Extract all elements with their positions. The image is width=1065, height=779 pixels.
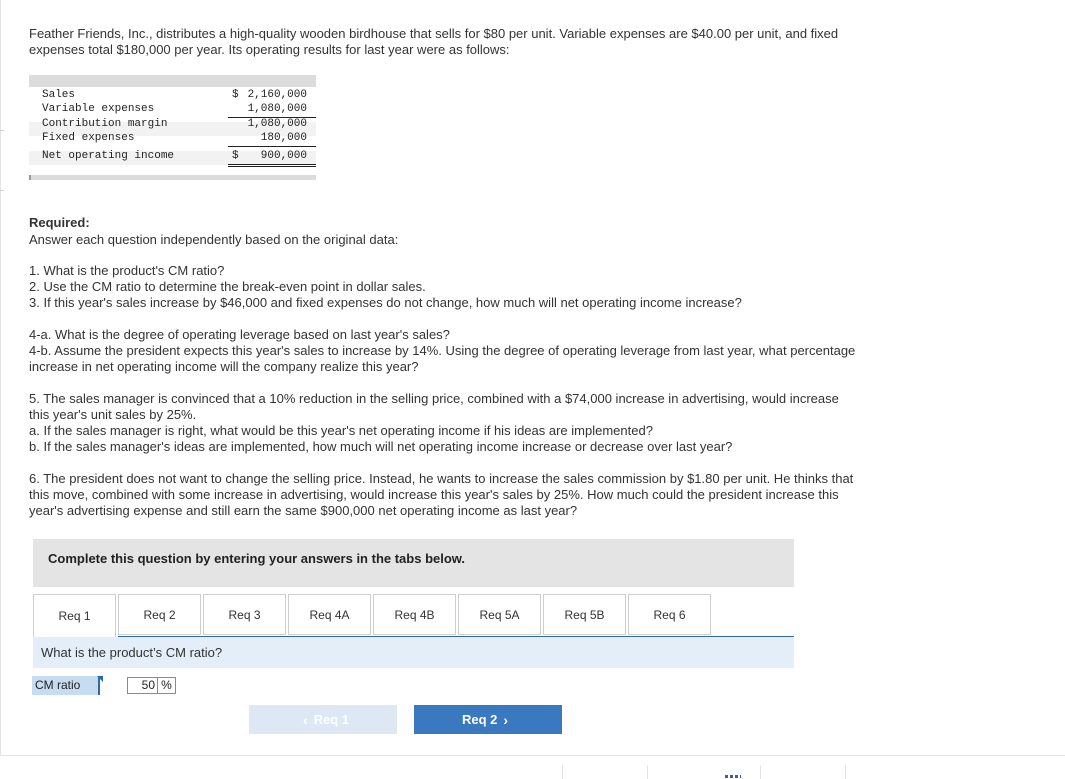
footer-separator (760, 765, 761, 779)
statement-footer-bar (29, 175, 316, 180)
next-req-label: Req 2 (461, 712, 498, 727)
statement-label-fixed: Fixed expenses (42, 132, 135, 144)
question-2: 2. Use the CM ratio to determine the break-even point in dollar sales. (29, 279, 426, 294)
instructions-text: Complete this question by entering your answers in the tabs below. (48, 551, 466, 566)
required-heading: Required: (29, 215, 90, 230)
cm-ratio-input[interactable]: 50 (127, 677, 158, 694)
footer-separator (845, 765, 846, 779)
answered-flag-icon (97, 676, 103, 682)
statement-value-fixed: 180,000 (260, 132, 307, 144)
statement-double-underline (228, 166, 316, 167)
next-req-button[interactable] (414, 705, 562, 734)
question-5: 5. The sales manager is convinced that a 10% reduction in the selling price, combined with a $74,000 increase in advertising, would increase this year's unit sales by 25%. (29, 391, 839, 422)
statement-header-bar (29, 75, 316, 87)
page-left-border (0, 0, 1, 755)
statement-dollar-sign: $ (232, 89, 239, 101)
statement-value-variable: 1,080,000 (247, 103, 307, 115)
instructions-panel (33, 539, 794, 587)
percent-unit: % (158, 677, 176, 694)
question-5b: b. If the sales manager's ideas are implemented, how much will net operating income increase or decrease over last year? (29, 439, 733, 454)
question-3: 3. If this year's sales increase by $46,000 and fixed expenses do not change, how much will net operating income increase? (29, 295, 742, 310)
prev-req-label: Req 1 (313, 712, 350, 727)
tab-req-5a[interactable]: Req 5A (458, 594, 541, 635)
tab-req-4b[interactable]: Req 4B (373, 594, 456, 635)
income-statement (29, 75, 316, 181)
question-prompt-bar (33, 637, 794, 668)
footer-separator (562, 765, 563, 779)
page-left-notch (0, 130, 4, 131)
statement-label-noi: Net operating income (42, 150, 175, 162)
tab-req-3[interactable]: Req 3 (203, 594, 286, 635)
question-1: 1. What is the product's CM ratio? (29, 263, 225, 278)
chevron-right-icon: › (503, 711, 509, 728)
tab-req-6[interactable]: Req 6 (628, 594, 711, 635)
tab-req-5b[interactable]: Req 5B (543, 594, 626, 635)
tab-req-1[interactable]: Req 1 (33, 594, 116, 637)
statement-label-cm: Contribution margin (42, 118, 168, 130)
footer-divider (0, 755, 1065, 756)
statement-value-cm: 1,080,000 (247, 118, 307, 130)
statement-label-sales: Sales (42, 89, 76, 101)
statement-label-variable: Variable expenses (42, 103, 155, 115)
question-prompt: What is the product’s CM ratio? (41, 645, 223, 660)
statement-dollar-sign: $ (232, 150, 239, 162)
required-subtitle: Answer each question independently based on the original data: (29, 232, 399, 247)
question-5a: a. If the sales manager is right, what would be this year's net operating income if his ideas are implemented? (29, 423, 653, 438)
footer-separator (647, 765, 648, 779)
prev-req-button[interactable] (249, 705, 397, 734)
statement-value-sales: 2,160,000 (247, 89, 307, 101)
statement-underline (228, 146, 316, 147)
statement-value-noi: 900,000 (260, 150, 307, 162)
more-dots-icon[interactable] (725, 775, 741, 778)
page-left-notch (0, 190, 4, 191)
question-6: 6. The president does not want to change the selling price. Instead, he wants to increase the sales commission by $1.80 per unit. He thinks that this move, combined with some increase in advertising, would increase this year's sales by 25%. How much could the president increase this year's advertising expense and still earn the same $900,000 net operating income as last year? (29, 471, 854, 518)
statement-double-underline (228, 164, 316, 165)
cm-ratio-label: CM ratio (32, 676, 100, 695)
problem-intro: Feather Friends, Inc., distributes a high-quality wooden birdhouse that sells for $80 per unit. Variable expenses are $40.00 per unit, and fixed expenses total $180,000 per year. Its operating results for last year were as follows: (29, 26, 839, 57)
tab-req-2[interactable]: Req 2 (118, 594, 201, 635)
tab-req-4a[interactable]: Req 4A (288, 594, 371, 635)
question-4b: 4-b. Assume the president expects this year's sales to increase by 14%. Using the degree of operating leverage from last year, what percentage increase in net operating income will the company realize this year? (29, 343, 856, 374)
question-4a: 4-a. What is the degree of operating leverage based on last year's sales? (29, 327, 450, 342)
chevron-left-icon: ‹ (302, 711, 308, 728)
